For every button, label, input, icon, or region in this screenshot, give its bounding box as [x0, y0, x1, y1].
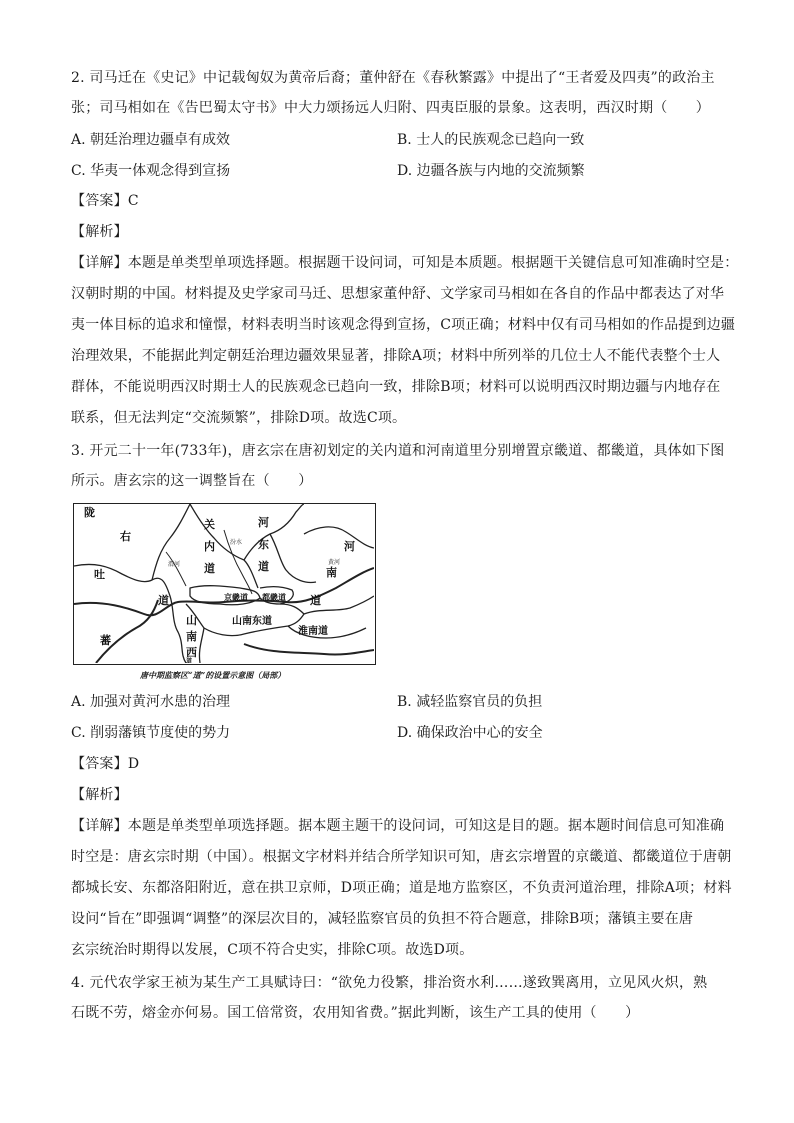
label-tu: 吐: [94, 568, 105, 581]
q2-answer-row: [71, 191, 139, 211]
tang-circuits-map: [73, 503, 376, 665]
label-long: 陇: [84, 506, 95, 519]
label-dao-hd: 道: [258, 560, 269, 573]
boundary-guannei-east: [190, 504, 258, 588]
label-fan: 蕃: [100, 634, 111, 647]
label-river3: 渭河: [168, 561, 181, 568]
boundary-henan-north: [304, 527, 374, 548]
label-dao-hn: 道: [310, 594, 321, 607]
label-he2: 河: [344, 540, 355, 553]
q2-analysis-label: 【解析】: [71, 224, 128, 240]
label-shan: 山: [186, 614, 197, 627]
q3-detail-line-1: 【详解】本题是单类型单项选择题。据本题主题干的设问词，可知这是目的题。据本题时间信息可知准确: [71, 818, 725, 834]
label-dao-snx: 道: [186, 658, 193, 663]
q3-detail-line-2: 时空是：唐玄宗时期（中国）。根据文字材料并结合所学知识可知，唐玄宗增置的京畿道、都畿道位于唐朝: [71, 849, 732, 865]
label-xi: 西: [186, 646, 197, 659]
label-he1: 河: [258, 516, 269, 529]
q3-detail-line-3: 都城长安、东都洛阳附近，意在拱卫京师，D项正确；道是地方监察区，不负责河道治理，排除A项；材料: [71, 880, 732, 896]
label-jingji: 京畿道: [224, 592, 248, 602]
q3-stem-line-1: 3. 开元二十一年(733年)，唐玄宗在唐初划定的关内道和河南道里分别增置京畿道、都畿道，具体如下图: [71, 443, 725, 459]
q2-option-c: C. 华夷一体观念得到宣扬: [71, 163, 231, 179]
q2-detail-line-3: 夷一体目标的追求和憧憬，材料表明当时该观念得到宣扬，C项正确；材料中仅有司马相如的作品提到边疆: [71, 317, 736, 333]
label-nei: 内: [204, 540, 215, 553]
label-river2: 汾水: [230, 539, 243, 546]
q2-stem-line-2: 张；司马相如在《告巴蜀太守书》中大力颂扬远人归附、四夷臣服的景象。这表明，西汉时期（ ）: [71, 100, 710, 116]
q3-detail-line-4: 设问“旨在”即强调“调整”的深层次目的，减轻监察官员的负担不符合题意，排除B项；藩镇主要在唐: [71, 911, 694, 927]
map-drawing: [74, 504, 374, 663]
q3-option-d: D. 确保政治中心的安全: [397, 725, 543, 741]
q2-detail-line-4: 治理效果，不能据此判定朝廷治理边疆效果显著，排除A项；材料中所列举的几位士人不能代表整个士人: [71, 348, 721, 364]
q2-answer-value: C: [127, 193, 139, 209]
label-river1: 黄河: [328, 559, 341, 566]
q3-answer-row: [71, 754, 139, 774]
label-nan-s: 南: [186, 630, 197, 643]
southern-river: [244, 644, 374, 655]
label-dong1: 东: [258, 538, 269, 551]
label-guan: 关: [204, 518, 215, 531]
q4-stem-line-2: 石既不劳，熔金亦何易。国工倍常资，农用知省费。”据此判断，该生产工具的使用（ ）: [71, 1005, 640, 1021]
q2-detail-line-5: 群体，不能说明西汉时期士人的民族观念已趋向一致，排除B项；材料可以说明西汉时期边疆与内地存在: [71, 379, 721, 395]
boundary-longyou: [74, 564, 186, 663]
q2-option-b: B. 士人的民族观念已趋向一致: [397, 132, 585, 148]
q2-detail-line-2: 汉朝时期的中国。材料提及史学家司马迁、思想家董仲舒、文学家司马相如在各自的作品中都表达了对华: [71, 286, 725, 302]
q3-answer-value: D: [127, 756, 140, 772]
q3-option-c: C. 削弱藩镇节度使的势力: [71, 725, 231, 741]
boundary-guannei-west: [152, 504, 190, 580]
label-you: 右: [120, 530, 131, 543]
label-shannandong: 山南东道: [232, 616, 272, 627]
label-nan2: 南: [326, 566, 337, 579]
label-duji: 都畿道: [262, 592, 286, 602]
q3-detail-line-5: 玄宗统治时期得以发展，C项不符合史实，排除C项。故选D项。: [71, 942, 474, 958]
guannei-river: [166, 552, 186, 586]
label-dao-left: 道: [158, 594, 169, 607]
label-huainan: 淮南道: [298, 626, 328, 637]
q3-answer-label: 【答案】: [71, 756, 128, 772]
label-dao-gn: 道: [204, 562, 215, 575]
q3-option-a: A. 加强对黄河水患的治理: [71, 694, 231, 710]
boundary-shannanxi: [199, 628, 204, 663]
q3-option-b: B. 减轻监察官员的负担: [397, 694, 543, 710]
boundary-hebei: [270, 534, 316, 583]
q3-stem-line-2: 所示。唐玄宗的这一调整旨在（ ）: [71, 473, 313, 489]
q3-analysis-label: 【解析】: [71, 787, 128, 803]
boundary-hedong: [244, 504, 304, 560]
q4-stem-line-1: 4. 元代农学家王祯为某生产工具赋诗曰：“欲免力役繁，排治资水利……遂致巽离用，立见风火炽，熟: [71, 975, 708, 991]
q2-answer-label: 【答案】: [71, 193, 128, 209]
q2-option-a: A. 朝廷治理边疆卓有成效: [71, 132, 231, 148]
q2-detail-line-6: 联系，但无法判定“交流频繁”，排除D项。故选C项。: [71, 410, 407, 426]
q2-detail-line-1: 【详解】本题是单类型单项选择题。根据题干设问词，可知是本质题。根据题干关键信息可知准确时空是：: [71, 255, 739, 271]
q2-option-d: D. 边疆各族与内地的交流频繁: [397, 163, 585, 179]
map-caption: 唐中期监察区“道”的设置示意图（局部）: [140, 670, 286, 680]
q2-stem-line-1: 2. 司马迁在《史记》中记载匈奴为黄帝后裔；董仲舒在《春秋繁露》中提出了“王者爱及四夷”的政治主: [71, 70, 715, 86]
upper-river: [96, 600, 158, 663]
